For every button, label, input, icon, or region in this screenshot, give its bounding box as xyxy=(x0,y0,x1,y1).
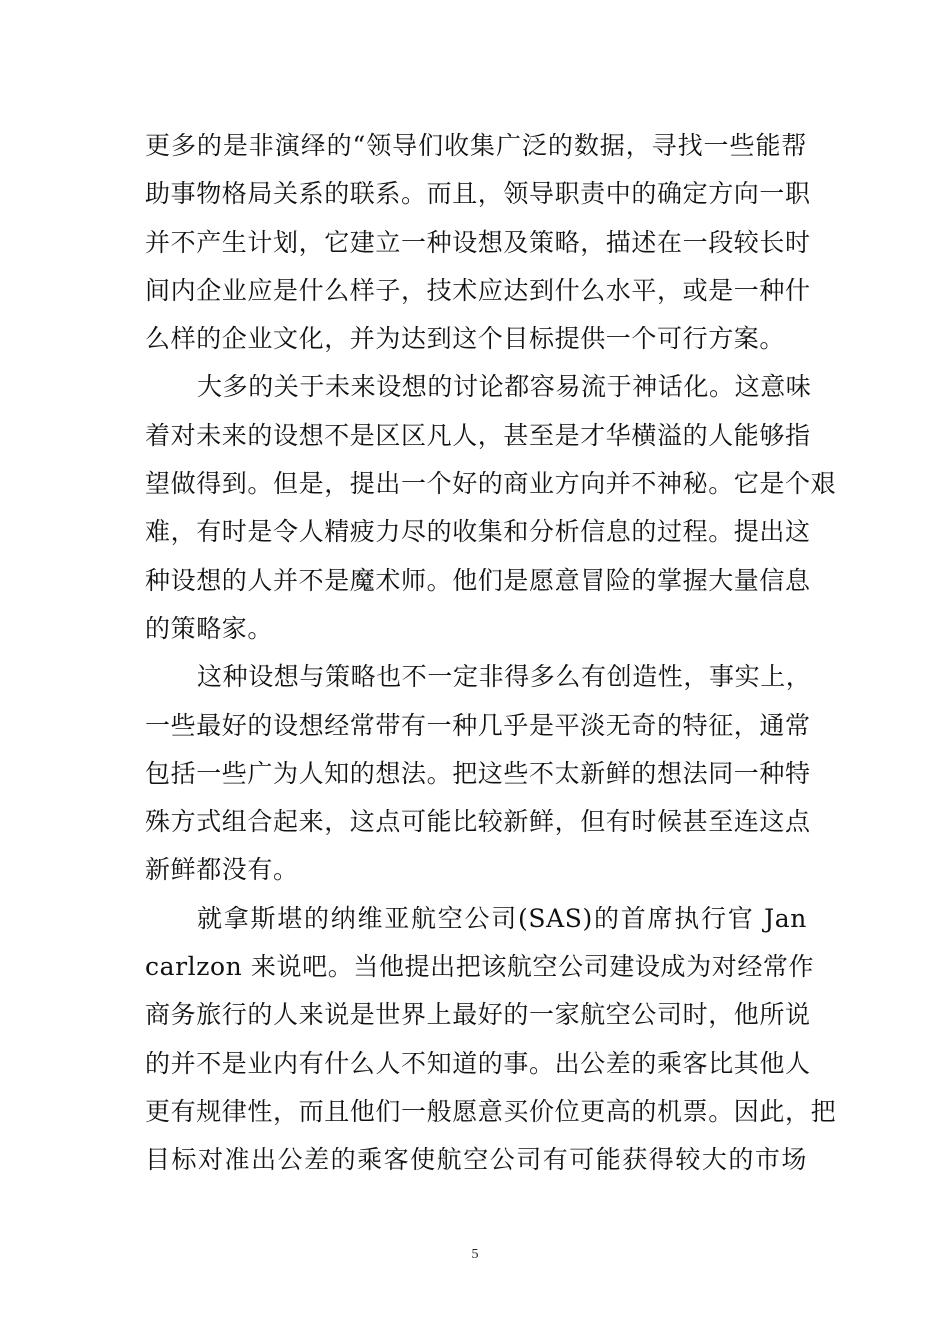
text-line: 商务旅行的人来说是世界上最好的一家航空公司时，他所说 xyxy=(145,1000,811,1030)
text-line: 望做得到。但是，提出一个好的商业方向并不神秘。它是个艰 xyxy=(145,469,837,499)
paragraph-3 xyxy=(145,653,812,894)
text-line: 包括一些广为人知的想法。把这些不太新鲜的想法同一种特 xyxy=(145,758,811,788)
text-line: 新鲜都没有。 xyxy=(145,855,299,885)
text-line: 着对未来的设想不是区区凡人，甚至是才华横溢的人能够指 xyxy=(145,420,811,450)
text-line: 更多的是非演绎的“领导们收集广泛的数据，寻找一些能帮 xyxy=(145,131,807,160)
text-line: 的并不是业内有什么人不知道的事。出公差的乘客比其他人 xyxy=(145,1048,811,1078)
paragraph-1 xyxy=(145,122,811,363)
page-number: 5 xyxy=(471,1247,479,1262)
text-line: 殊方式组合起来，这点可能比较新鲜，但有时候甚至连这点 xyxy=(145,807,811,837)
text-line: 助事物格局关系的联系。而且，领导职责中的确定方向一职 xyxy=(145,179,811,209)
paragraph-2 xyxy=(145,363,837,653)
body-text xyxy=(145,122,837,1185)
text-line: 么样的企业文化，并为达到这个目标提供一个可行方案。 xyxy=(145,324,786,354)
text-line: 大多的关于未来设想的讨论都容易流于神话化。这意味 xyxy=(197,372,812,402)
text-line: 更有规律性，而且他们一般愿意买价位更高的机票。因此，把 xyxy=(145,1096,837,1126)
text-line: 目标对准出公差的乘客使航空公司有可能获得较大的市场 xyxy=(145,1145,807,1175)
text-line: carlzon 来说吧。当他提出把该航空公司建设成为对经常作 xyxy=(145,952,815,982)
text-line: 就拿斯堪的纳维亚航空公司(SAS)的首席执行官 Jan xyxy=(197,903,807,933)
text-line: 种设想的人并不是魔术师。他们是愿意冒险的掌握大量信息 xyxy=(145,565,811,595)
text-line: 一些最好的设想经常带有一种几乎是平淡无奇的特征，通常 xyxy=(145,710,811,740)
text-line: 难，有时是令人精疲力尽的收集和分析信息的过程。提出这 xyxy=(145,517,811,547)
text-line: 并不产生计划，它建立一种设想及策略，描述在一段较长时 xyxy=(145,227,811,257)
text-line: 的策略家。 xyxy=(145,613,274,643)
text-line: 这种设想与策略也不一定非得多么有创造性，事实上， xyxy=(197,662,812,692)
text-line: 间内企业应是什么样子，技术应达到什么水平，或是一种什 xyxy=(145,275,811,305)
paragraph-4 xyxy=(145,895,837,1185)
